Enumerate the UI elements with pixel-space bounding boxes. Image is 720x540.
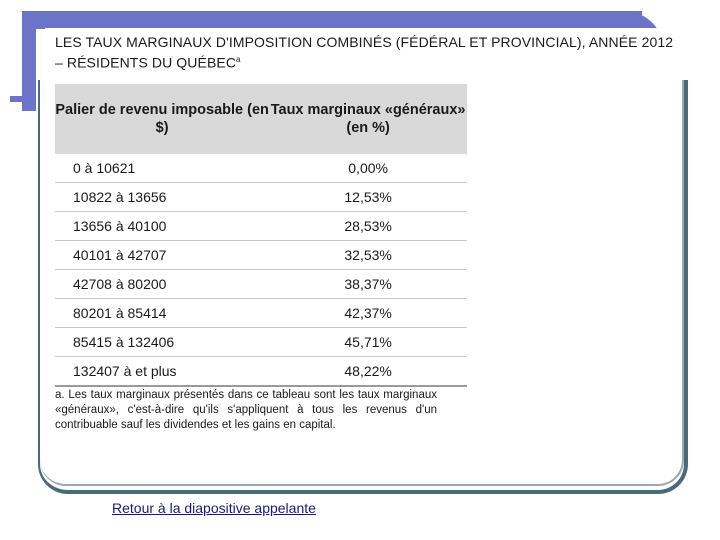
table-row (55, 357, 467, 387)
table-row (55, 241, 467, 270)
cell-rate: 0,00% (269, 154, 467, 183)
title-text: LES TAUX MARGINAUX D'IMPOSITION COMBINÉS (FÉDÉRAL ET PROVINCIAL), ANNÉE 2012 – RÉSIDENTS DU QUÉBEC (55, 34, 674, 71)
cell-bracket: 80201 à 85414 (55, 299, 269, 328)
cell-bracket: 0 à 10621 (55, 154, 269, 183)
header-marginal-rate: Taux marginaux «généraux» (en %) (269, 84, 467, 154)
cell-bracket: 85415 à 132406 (55, 328, 269, 357)
cell-rate: 28,53% (269, 212, 467, 241)
table-row (55, 154, 467, 183)
table-row (55, 212, 467, 241)
cell-bracket: 132407 à et plus (55, 357, 269, 387)
table-row (55, 270, 467, 299)
cell-rate: 45,71% (269, 328, 467, 357)
return-to-calling-slide-link[interactable]: Retour à la diapositive appelante (112, 500, 316, 516)
header-income-bracket: Palier de revenu imposable (en $) (55, 84, 269, 154)
cell-bracket: 42708 à 80200 (55, 270, 269, 299)
cell-bracket: 13656 à 40100 (55, 212, 269, 241)
title-footnote-marker: a (236, 55, 241, 64)
cell-rate: 12,53% (269, 183, 467, 212)
cell-bracket: 10822 à 13656 (55, 183, 269, 212)
table-footnote: a. Les taux marginaux présentés dans ce tableau sont les taux marginaux «généraux», c'est-à-dire qu'ils s'appliquent à tous les revenus d'un contribuable sauf les dividendes et les gains en capital. (55, 389, 437, 431)
cell-rate: 48,22% (269, 357, 467, 387)
table-header-row (55, 84, 467, 154)
cell-rate: 38,37% (269, 270, 467, 299)
cell-bracket: 40101 à 42707 (55, 241, 269, 270)
table-row (55, 183, 467, 212)
cell-rate: 32,53% (269, 241, 467, 270)
slide-left-tick (10, 96, 36, 102)
slide-title (55, 34, 675, 72)
tax-rate-table (55, 84, 467, 387)
cell-rate: 42,37% (269, 299, 467, 328)
slide-top-bar (22, 11, 642, 29)
slide-content (45, 28, 675, 460)
table-row (55, 299, 467, 328)
table-row (55, 328, 467, 357)
